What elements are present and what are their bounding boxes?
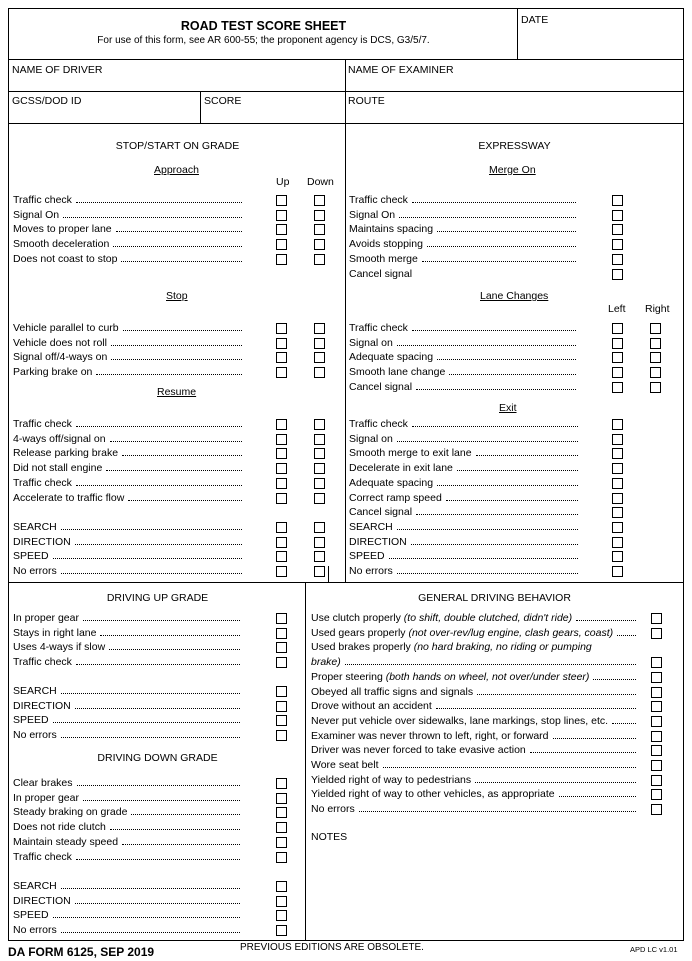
behavior-item: [311, 612, 639, 624]
checklist-item: [349, 477, 581, 489]
left-label: Left: [608, 303, 626, 315]
checklist-item-label: Traffic check: [13, 476, 72, 489]
checklist-item-label: DIRECTION: [349, 535, 407, 548]
checkbox[interactable]: [276, 657, 287, 668]
checkbox[interactable]: [276, 793, 287, 804]
checklist-item: [13, 895, 243, 907]
checkbox[interactable]: [612, 239, 623, 250]
checklist-item: [349, 433, 581, 445]
checkbox[interactable]: [314, 224, 325, 235]
checklist-item: [13, 351, 245, 363]
behavior-item: [311, 686, 639, 698]
checklist-item-label: Smooth merge to exit lane: [349, 447, 472, 460]
checklist-item-label: Does not ride clutch: [13, 821, 106, 834]
lane-changes-heading: Lane Changes: [480, 290, 549, 302]
checklist-item: [13, 418, 245, 430]
checkbox[interactable]: [612, 210, 623, 221]
checklist-item-label: Signal off/4-ways on: [13, 351, 108, 364]
checklist-item-label: SEARCH: [13, 685, 57, 697]
checklist-item: [13, 209, 245, 221]
behavior-label: Never put vehicle over sidewalks, lane markings, stop lines, etc.: [311, 714, 609, 727]
form-number: DA FORM 6125, SEP 2019: [8, 945, 155, 959]
checklist-item-label: SPEED: [13, 909, 49, 922]
checkbox[interactable]: [650, 323, 661, 334]
checklist-item-label: Traffic check: [13, 656, 72, 669]
checkbox[interactable]: [314, 323, 325, 334]
behavior-label: Yielded right of way to other vehicles, as appropriate: [311, 788, 555, 801]
checklist-item-label: Did not stall engine: [13, 462, 103, 475]
behavior-item: [311, 627, 639, 639]
checklist-item: [13, 366, 245, 378]
stop-heading: Stop: [166, 290, 188, 302]
checkbox[interactable]: [651, 804, 662, 815]
checkbox[interactable]: [276, 730, 287, 741]
checklist-item-label: SPEED: [349, 550, 385, 563]
behavior-item: [311, 715, 639, 727]
behavior-label: Yielded right of way to pedestrians: [311, 773, 472, 786]
checklist-item-label: Traffic check: [13, 850, 72, 863]
checkbox[interactable]: [651, 701, 662, 712]
checklist-item: [349, 565, 581, 577]
checkbox[interactable]: [276, 210, 287, 221]
checkbox[interactable]: [612, 419, 623, 430]
checkbox[interactable]: [651, 789, 662, 800]
checklist-item-label: Signal on: [349, 432, 393, 445]
up-label: Up: [276, 176, 290, 188]
checklist-item: [13, 223, 245, 235]
checkbox[interactable]: [314, 522, 325, 533]
checkbox[interactable]: [612, 448, 623, 459]
behavior-item: [311, 759, 639, 771]
checkbox[interactable]: [651, 745, 662, 756]
checkbox[interactable]: [314, 210, 325, 221]
checklist-item-label: Release parking brake: [13, 447, 119, 460]
checklist-item: [13, 612, 243, 624]
date-field[interactable]: DATE: [521, 14, 549, 26]
checkbox[interactable]: [276, 910, 287, 921]
checklist-item: [13, 238, 245, 250]
checkbox[interactable]: [651, 672, 662, 683]
form-subtitle: For use of this form, see AR 600-55; the proponent agency is DCS, G3/5/7.: [97, 35, 430, 46]
checklist-item-label: Signal On: [13, 208, 60, 221]
checklist-item: [349, 381, 579, 393]
form-title: ROAD TEST SCORE SHEET: [180, 19, 347, 33]
checklist-item: [349, 418, 581, 430]
checkbox[interactable]: [276, 566, 287, 577]
checklist-item-label: SPEED: [13, 714, 49, 727]
behavior-item: [311, 803, 639, 815]
checkbox[interactable]: [276, 613, 287, 624]
checklist-item: [13, 433, 245, 445]
checklist-item: [349, 209, 579, 221]
checkbox[interactable]: [276, 463, 287, 474]
checklist-item-label: In proper gear: [13, 791, 79, 804]
checkbox[interactable]: [612, 323, 623, 334]
approach-heading: Approach: [154, 164, 199, 176]
behavior-label: Drove without an accident: [311, 700, 432, 713]
checkbox[interactable]: [276, 822, 287, 833]
behavior-label: No errors: [311, 803, 355, 816]
checklist-item-label: Smooth deceleration: [13, 238, 110, 251]
checkbox[interactable]: [314, 419, 325, 430]
checklist-item: [349, 238, 579, 250]
checklist-item: [349, 536, 581, 548]
checklist-item-label: Adequate spacing: [349, 476, 434, 489]
checklist-item: [349, 194, 579, 206]
checkbox[interactable]: [612, 507, 623, 518]
gcss-field[interactable]: GCSS/DOD ID: [12, 95, 82, 107]
checkbox[interactable]: [276, 628, 287, 639]
checkbox[interactable]: [314, 338, 325, 349]
checkbox[interactable]: [650, 352, 661, 363]
checkbox[interactable]: [612, 224, 623, 235]
checkbox[interactable]: [276, 522, 287, 533]
checklist-item: [349, 366, 579, 378]
checklist-item-label: Smooth lane change: [349, 366, 446, 379]
checklist-item-label: Vehicle does not roll: [13, 336, 107, 349]
version-label: APD LC v1.01: [630, 945, 678, 954]
behavior-label: Driver was never forced to take evasive action: [311, 744, 526, 757]
checklist-item-label: Does not coast to stop: [13, 252, 118, 265]
checkbox[interactable]: [651, 716, 662, 727]
checkbox[interactable]: [276, 881, 287, 892]
right-label: Right: [645, 303, 670, 315]
checklist-item-label: Maintains spacing: [349, 223, 434, 236]
checkbox[interactable]: [314, 367, 325, 378]
checkbox[interactable]: [612, 338, 623, 349]
checkbox[interactable]: [276, 852, 287, 863]
checklist-item: [13, 462, 245, 474]
checklist-item-label: No errors: [349, 565, 393, 577]
score-field[interactable]: SCORE: [204, 95, 242, 107]
checklist-item-label: Traffic check: [13, 194, 72, 206]
resume-heading: Resume: [157, 386, 197, 398]
checklist-item: [13, 627, 243, 639]
checklist-item-label: Traffic check: [349, 418, 408, 430]
checklist-item: [349, 521, 581, 533]
checkbox[interactable]: [651, 628, 662, 639]
checklist-item: [13, 565, 245, 577]
checklist-item-label: Uses 4-ways if slow: [13, 641, 106, 654]
checklist-item-label: Parking brake on: [13, 366, 93, 379]
checkbox[interactable]: [276, 419, 287, 430]
checklist-item: [13, 836, 243, 848]
checklist-item-label: Traffic check: [13, 418, 72, 430]
checkbox[interactable]: [612, 522, 623, 533]
checkbox[interactable]: [276, 807, 287, 818]
checkbox[interactable]: [612, 551, 623, 562]
checkbox[interactable]: [276, 352, 287, 363]
checklist-item: [13, 477, 245, 489]
behavior-label: Wore seat belt: [311, 759, 379, 771]
behavior-item: [311, 788, 639, 800]
checklist-item: [13, 536, 245, 548]
stop-start-title: STOP/START ON GRADE: [115, 140, 240, 152]
checkbox[interactable]: [276, 224, 287, 235]
checklist-item-label: Avoids stopping: [349, 238, 423, 251]
checklist-item: [13, 253, 245, 265]
checkbox[interactable]: [314, 352, 325, 363]
route-field[interactable]: ROUTE: [348, 95, 385, 107]
checkbox[interactable]: [276, 448, 287, 459]
checkbox[interactable]: [651, 687, 662, 698]
checkbox[interactable]: [276, 338, 287, 349]
checklist-item: [349, 506, 581, 518]
checklist-item-label: 4-ways off/signal on: [13, 432, 106, 445]
checklist-item: [349, 337, 579, 349]
checklist-item: [349, 462, 581, 474]
checklist-item-label: No errors: [13, 924, 57, 937]
checkbox[interactable]: [651, 657, 662, 668]
checklist-item: [13, 806, 243, 818]
checklist-item-label: Adequate spacing: [349, 351, 434, 364]
behavior-label: Examiner was never thrown to left, right, or forward: [311, 729, 549, 742]
checkbox[interactable]: [276, 323, 287, 334]
checkbox[interactable]: [314, 537, 325, 548]
checklist-item-label: DIRECTION: [13, 699, 71, 712]
checkbox[interactable]: [276, 642, 287, 653]
checkbox[interactable]: [650, 338, 661, 349]
checklist-item: [349, 351, 579, 363]
checklist-item: [13, 714, 243, 726]
checkbox[interactable]: [276, 478, 287, 489]
checkbox[interactable]: [276, 537, 287, 548]
checklist-item: [13, 641, 243, 653]
checkbox[interactable]: [651, 775, 662, 786]
behavior-item: [311, 671, 639, 683]
checklist-item-label: Cancel signal: [349, 267, 413, 280]
checklist-item-label: DIRECTION: [13, 535, 71, 548]
checklist-item: [13, 322, 245, 334]
checklist-item: [13, 729, 243, 741]
checkbox[interactable]: [276, 837, 287, 848]
behavior-label: Used brakes properly (no hard braking, no riding or pumping: [311, 641, 592, 654]
checkbox[interactable]: [314, 434, 325, 445]
general-title: GENERAL DRIVING BEHAVIOR: [418, 592, 571, 604]
checkbox[interactable]: [612, 382, 623, 393]
checkbox[interactable]: [314, 448, 325, 459]
checklist-item: [13, 447, 245, 459]
checkbox[interactable]: [276, 551, 287, 562]
checkbox[interactable]: [276, 239, 287, 250]
checklist-item: [13, 777, 243, 789]
checklist-item: [13, 521, 245, 533]
behavior-label: Obeyed all traffic signs and signals: [311, 685, 474, 698]
checklist-item: [349, 492, 581, 504]
checklist-item-label: Moves to proper lane: [13, 223, 112, 236]
checkbox[interactable]: [612, 254, 623, 265]
behavior-item: [311, 774, 639, 786]
checkbox[interactable]: [651, 731, 662, 742]
checklist-item-label: SEARCH: [13, 521, 57, 533]
checkbox[interactable]: [650, 382, 661, 393]
checkbox[interactable]: [612, 367, 623, 378]
checklist-item-label: Vehicle parallel to curb: [13, 322, 119, 334]
checkbox[interactable]: [276, 254, 287, 265]
checklist-item: [13, 924, 243, 936]
checklist-item: [13, 700, 243, 712]
checklist-item-label: Cancel signal: [349, 506, 413, 519]
checklist-item: [13, 880, 243, 892]
notes-label: NOTES: [311, 831, 348, 843]
checklist-item-label: Clear brakes: [13, 777, 73, 789]
checklist-item: [349, 253, 579, 265]
checklist-item: [13, 550, 245, 562]
checkbox[interactable]: [612, 493, 623, 504]
checklist-item-label: SEARCH: [13, 880, 57, 892]
driving-up-title: DRIVING UP GRADE: [106, 592, 209, 604]
checklist-item: [13, 685, 243, 697]
checkbox[interactable]: [612, 269, 623, 280]
behavior-item: [311, 730, 639, 742]
checkbox[interactable]: [314, 566, 325, 577]
checklist-item-label: Cancel signal: [349, 380, 413, 393]
checklist-item: [349, 550, 581, 562]
checkbox[interactable]: [650, 367, 661, 378]
checklist-item: [13, 337, 245, 349]
behavior-item: [311, 744, 639, 756]
checklist-item-label: Stays in right lane: [13, 626, 97, 639]
checkbox[interactable]: [612, 463, 623, 474]
checklist-item-label: Signal On: [349, 208, 396, 221]
checklist-item-label: Correct ramp speed: [349, 491, 442, 504]
checkbox[interactable]: [612, 537, 623, 548]
checkbox[interactable]: [276, 925, 287, 936]
checklist-item: [13, 194, 245, 206]
checklist-item-label: Maintain steady speed: [13, 835, 119, 848]
checkbox[interactable]: [612, 478, 623, 489]
behavior-item: [311, 641, 639, 653]
checklist-item-label: Smooth merge: [349, 252, 418, 265]
examiner-name-field[interactable]: NAME OF EXAMINER: [348, 64, 454, 76]
behavior-item: [311, 656, 639, 668]
behavior-label: brake): [311, 656, 341, 669]
behavior-label: Proper steering (both hands on wheel, not over/under steer): [311, 670, 590, 683]
checkbox[interactable]: [314, 195, 325, 206]
checkbox[interactable]: [612, 566, 623, 577]
checklist-item-label: No errors: [13, 565, 57, 578]
checkbox[interactable]: [314, 254, 325, 265]
checklist-item: [349, 223, 579, 235]
merge-on-heading: Merge On: [489, 164, 536, 176]
checkbox[interactable]: [612, 352, 623, 363]
checklist-item-label: Signal on: [349, 336, 393, 349]
checkbox[interactable]: [276, 701, 287, 712]
checklist-item-label: DIRECTION: [13, 894, 71, 907]
behavior-label: Use clutch properly (to shift, double clutched, didn't ride): [311, 612, 573, 624]
driver-name-field[interactable]: NAME OF DRIVER: [12, 64, 103, 76]
checkbox[interactable]: [314, 239, 325, 250]
checklist-item-label: SEARCH: [349, 520, 393, 533]
exit-heading: Exit: [499, 402, 517, 414]
checklist-item-label: Steady braking on grade: [13, 806, 128, 819]
checklist-item: [13, 492, 245, 504]
checklist-item-label: In proper gear: [13, 612, 79, 624]
checkbox[interactable]: [314, 463, 325, 474]
checkbox[interactable]: [276, 778, 287, 789]
checkbox[interactable]: [651, 613, 662, 624]
expressway-title: EXPRESSWAY: [478, 140, 551, 152]
checkbox[interactable]: [314, 493, 325, 504]
checklist-item: [13, 792, 243, 804]
checklist-item: [13, 851, 243, 863]
checkbox[interactable]: [276, 896, 287, 907]
down-label: Down: [307, 176, 334, 188]
checklist-item-label: SPEED: [13, 550, 49, 563]
checklist-item-label: Accelerate to traffic flow: [13, 491, 125, 504]
checklist-item: [349, 447, 581, 459]
checkbox[interactable]: [276, 686, 287, 697]
checklist-item: [13, 909, 243, 921]
checklist-item-label: Decelerate in exit lane: [349, 462, 453, 475]
checkbox[interactable]: [612, 195, 623, 206]
checkbox[interactable]: [314, 551, 325, 562]
checklist-item-label: Traffic check: [349, 194, 408, 206]
checklist-item: [349, 268, 579, 280]
checkbox[interactable]: [276, 493, 287, 504]
checklist-item-label: Traffic check: [349, 322, 408, 334]
behavior-label: Used gears properly (not over-rev/lug engine, clash gears, coast): [311, 626, 614, 639]
checkbox[interactable]: [276, 367, 287, 378]
checkbox[interactable]: [276, 195, 287, 206]
checkbox[interactable]: [651, 760, 662, 771]
checkbox[interactable]: [314, 478, 325, 489]
behavior-item: [311, 700, 639, 712]
checklist-item: [349, 322, 579, 334]
checkbox[interactable]: [276, 434, 287, 445]
checklist-item-label: No errors: [13, 729, 57, 742]
driving-down-title: DRIVING DOWN GRADE: [97, 752, 218, 764]
checklist-item: [13, 821, 243, 833]
obsolete-note: PREVIOUS EDITIONS ARE OBSOLETE.: [240, 942, 424, 953]
checklist-item: [13, 656, 243, 668]
checkbox[interactable]: [612, 434, 623, 445]
checkbox[interactable]: [276, 715, 287, 726]
